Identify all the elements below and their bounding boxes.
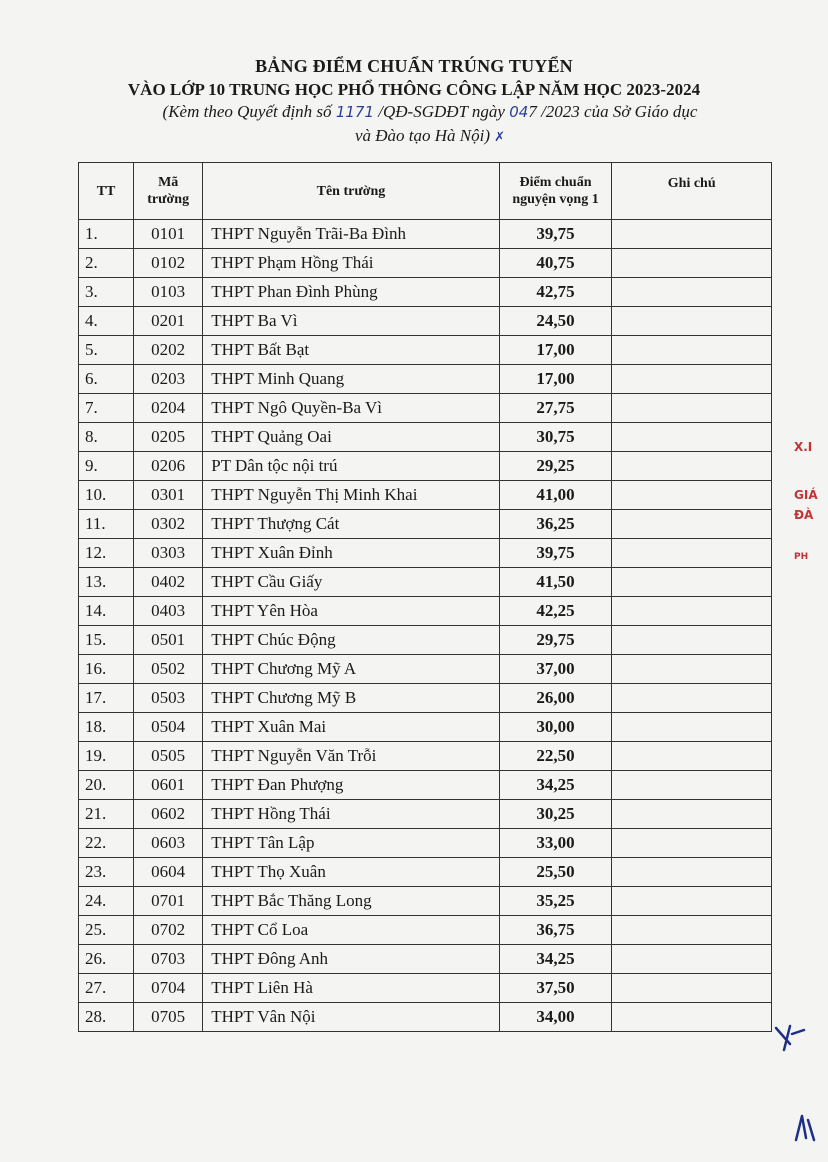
row-number: 26. — [79, 945, 134, 974]
handwritten-decision-day: 04 — [509, 103, 529, 121]
school-code: 0206 — [134, 452, 203, 481]
school-name: THPT Ngô Quyền-Ba Vì — [203, 394, 499, 423]
school-name: THPT Chương Mỹ B — [203, 684, 499, 713]
document-title-line2: VÀO LỚP 10 TRUNG HỌC PHỔ THÔNG CÔNG LẬP NĂM HỌC 2023-2024 — [127, 80, 701, 99]
school-code: 0101 — [134, 220, 203, 249]
note-cell — [612, 800, 772, 829]
note-cell — [612, 597, 772, 626]
table-row — [79, 655, 772, 684]
table-row — [79, 829, 772, 858]
row-number: 13. — [79, 568, 134, 597]
cutoff-score: 34,25 — [499, 945, 612, 974]
note-cell — [612, 829, 772, 858]
note-cell — [612, 423, 772, 452]
cutoff-score: 36,25 — [499, 510, 612, 539]
school-name: THPT Quảng Oai — [203, 423, 499, 452]
cutoff-score: 37,00 — [499, 655, 612, 684]
table-row — [79, 220, 772, 249]
school-name: THPT Xuân Mai — [203, 713, 499, 742]
school-name: THPT Chương Mỹ A — [203, 655, 499, 684]
row-number: 18. — [79, 713, 134, 742]
note-cell — [612, 945, 772, 974]
column-header-diem-line1: Điểm chuẩn — [519, 175, 592, 190]
note-cell — [612, 510, 772, 539]
school-code: 0402 — [134, 568, 203, 597]
school-name: THPT Chúc Động — [203, 626, 499, 655]
school-name: THPT Cổ Loa — [203, 916, 499, 945]
school-name: THPT Bắc Thăng Long — [203, 887, 499, 916]
school-code: 0302 — [134, 510, 203, 539]
school-code: 0504 — [134, 713, 203, 742]
cutoff-score: 41,00 — [499, 481, 612, 510]
table-row — [79, 249, 772, 278]
school-code: 0205 — [134, 423, 203, 452]
school-code: 0603 — [134, 829, 203, 858]
cutoff-score: 36,75 — [499, 916, 612, 945]
note-cell — [612, 539, 772, 568]
note-cell — [612, 394, 772, 423]
school-code: 0602 — [134, 800, 203, 829]
cutoff-score: 42,75 — [499, 278, 612, 307]
margin-stamp-fragment-1: X.I — [794, 440, 813, 454]
note-cell — [612, 452, 772, 481]
note-cell — [612, 307, 772, 336]
school-name: THPT Phan Đình Phùng — [203, 278, 499, 307]
cutoff-score: 34,25 — [499, 771, 612, 800]
school-name: THPT Nguyễn Văn Trỗi — [203, 742, 499, 771]
school-name: THPT Thọ Xuân — [203, 858, 499, 887]
cutoff-score: 42,25 — [499, 597, 612, 626]
margin-stamp-fragment-4: PH — [794, 552, 809, 562]
cutoff-score: 39,75 — [499, 539, 612, 568]
school-code: 0102 — [134, 249, 203, 278]
table-row — [79, 858, 772, 887]
column-header-tt: TT — [79, 163, 134, 220]
school-name: THPT Tân Lập — [203, 829, 499, 858]
row-number: 17. — [79, 684, 134, 713]
school-name: THPT Minh Quang — [203, 365, 499, 394]
column-header-ten-truong: Tên trường — [203, 163, 499, 220]
row-number: 25. — [79, 916, 134, 945]
school-code: 0701 — [134, 887, 203, 916]
school-name: THPT Hồng Thái — [203, 800, 499, 829]
school-name: THPT Bất Bạt — [203, 336, 499, 365]
document-title: BẢNG ĐIỂM CHUẨN TRÚNG TUYỂN — [255, 56, 573, 76]
table-row — [79, 539, 772, 568]
cutoff-score: 35,25 — [499, 887, 612, 916]
cutoff-score: 39,75 — [499, 220, 612, 249]
table-row — [79, 278, 772, 307]
school-name: THPT Thượng Cát — [203, 510, 499, 539]
note-cell — [612, 713, 772, 742]
note-cell — [612, 771, 772, 800]
school-code: 0604 — [134, 858, 203, 887]
school-code: 0201 — [134, 307, 203, 336]
row-number: 27. — [79, 974, 134, 1003]
cutoff-score: 29,75 — [499, 626, 612, 655]
school-name: THPT Đông Anh — [203, 945, 499, 974]
school-code: 0601 — [134, 771, 203, 800]
page-number-mark — [788, 1110, 818, 1146]
school-name: THPT Nguyễn Thị Minh Khai — [203, 481, 499, 510]
column-header-diem-line2: nguyện vọng 1 — [512, 192, 599, 207]
note-cell — [612, 568, 772, 597]
school-code: 0505 — [134, 742, 203, 771]
note-cell — [612, 742, 772, 771]
school-code: 0501 — [134, 626, 203, 655]
row-number: 28. — [79, 1003, 134, 1032]
row-number: 8. — [79, 423, 134, 452]
handwritten-check-mark: ✗ — [490, 130, 506, 145]
subtitle-text-3: 7 /2023 của Sở Giáo dục — [528, 102, 698, 121]
table-row — [79, 742, 772, 771]
note-cell — [612, 655, 772, 684]
school-name: THPT Phạm Hồng Thái — [203, 249, 499, 278]
table-header-row — [79, 163, 772, 220]
cutoff-score: 25,50 — [499, 858, 612, 887]
cutoff-score: 17,00 — [499, 336, 612, 365]
row-number: 19. — [79, 742, 134, 771]
row-number: 2. — [79, 249, 134, 278]
school-name: THPT Cầu Giấy — [203, 568, 499, 597]
school-name: PT Dân tộc nội trú — [203, 452, 499, 481]
row-number: 1. — [79, 220, 134, 249]
school-code: 0203 — [134, 365, 203, 394]
cutoff-score: 33,00 — [499, 829, 612, 858]
note-cell — [612, 336, 772, 365]
table-row — [79, 336, 772, 365]
school-name: THPT Yên Hòa — [203, 597, 499, 626]
cutoff-score: 41,50 — [499, 568, 612, 597]
row-number: 22. — [79, 829, 134, 858]
note-cell — [612, 916, 772, 945]
handwritten-initial-signature — [770, 1020, 810, 1056]
row-number: 14. — [79, 597, 134, 626]
note-cell — [612, 220, 772, 249]
subtitle-text-1: (Kèm theo Quyết định số — [162, 102, 336, 121]
school-name: THPT Vân Nội — [203, 1003, 499, 1032]
school-code: 0303 — [134, 539, 203, 568]
row-number: 10. — [79, 481, 134, 510]
table-row — [79, 423, 772, 452]
document-subtitle — [100, 100, 760, 149]
column-header-ma-line2: trường — [147, 192, 190, 207]
row-number: 6. — [79, 365, 134, 394]
handwritten-decision-number: 1171 — [335, 103, 374, 121]
note-cell — [612, 481, 772, 510]
cutoff-score: 27,75 — [499, 394, 612, 423]
table-row — [79, 684, 772, 713]
cutoff-score: 29,25 — [499, 452, 612, 481]
school-name: THPT Nguyễn Trãi-Ba Đình — [203, 220, 499, 249]
school-name: THPT Xuân Đỉnh — [203, 539, 499, 568]
row-number: 16. — [79, 655, 134, 684]
table-row — [79, 887, 772, 916]
cutoff-score: 17,00 — [499, 365, 612, 394]
row-number: 24. — [79, 887, 134, 916]
table-row — [79, 1003, 772, 1032]
cutoff-score: 26,00 — [499, 684, 612, 713]
note-cell — [612, 365, 772, 394]
row-number: 11. — [79, 510, 134, 539]
table-row — [79, 771, 772, 800]
table-row — [79, 974, 772, 1003]
cutoff-score: 34,00 — [499, 1003, 612, 1032]
cutoff-score: 40,75 — [499, 249, 612, 278]
row-number: 12. — [79, 539, 134, 568]
school-code: 0103 — [134, 278, 203, 307]
row-number: 7. — [79, 394, 134, 423]
table-row — [79, 916, 772, 945]
school-code: 0705 — [134, 1003, 203, 1032]
row-number: 20. — [79, 771, 134, 800]
table-row — [79, 800, 772, 829]
table-row — [79, 307, 772, 336]
table-row — [79, 568, 772, 597]
row-number: 23. — [79, 858, 134, 887]
subtitle-text-2: /QĐ-SGDĐT ngày — [374, 102, 510, 121]
score-table — [78, 162, 772, 1032]
cutoff-score: 30,75 — [499, 423, 612, 452]
table-row — [79, 394, 772, 423]
school-code: 0503 — [134, 684, 203, 713]
school-code: 0403 — [134, 597, 203, 626]
row-number: 15. — [79, 626, 134, 655]
cutoff-score: 37,50 — [499, 974, 612, 1003]
table-body — [79, 220, 772, 1032]
school-code: 0204 — [134, 394, 203, 423]
table-row — [79, 452, 772, 481]
row-number: 9. — [79, 452, 134, 481]
cutoff-score: 30,25 — [499, 800, 612, 829]
cutoff-score: 24,50 — [499, 307, 612, 336]
table-row — [79, 481, 772, 510]
note-cell — [612, 626, 772, 655]
school-code: 0502 — [134, 655, 203, 684]
margin-stamp-fragment-3: ĐÀ — [794, 508, 814, 522]
school-code: 0704 — [134, 974, 203, 1003]
table-row — [79, 510, 772, 539]
row-number: 21. — [79, 800, 134, 829]
row-number: 4. — [79, 307, 134, 336]
school-code: 0703 — [134, 945, 203, 974]
table-row — [79, 365, 772, 394]
school-code: 0702 — [134, 916, 203, 945]
note-cell — [612, 1003, 772, 1032]
row-number: 3. — [79, 278, 134, 307]
cutoff-score: 22,50 — [499, 742, 612, 771]
school-name: THPT Đan Phượng — [203, 771, 499, 800]
column-header-diem-chuan — [499, 163, 612, 220]
subtitle-text-4: và Đào tạo Hà Nội) — [354, 126, 490, 145]
school-name: THPT Ba Vì — [203, 307, 499, 336]
note-cell — [612, 974, 772, 1003]
table-row — [79, 626, 772, 655]
column-header-ma-line1: Mã — [158, 175, 179, 190]
school-code: 0301 — [134, 481, 203, 510]
column-header-ghi-chu: Ghi chú — [612, 163, 772, 220]
school-code: 0202 — [134, 336, 203, 365]
row-number: 5. — [79, 336, 134, 365]
cutoff-score: 30,00 — [499, 713, 612, 742]
margin-stamp-fragment-2: GIÁ — [794, 488, 818, 502]
column-header-ma-truong — [134, 163, 203, 220]
school-name: THPT Liên Hà — [203, 974, 499, 1003]
note-cell — [612, 858, 772, 887]
note-cell — [612, 887, 772, 916]
table-row — [79, 945, 772, 974]
table-row — [79, 597, 772, 626]
table-row — [79, 713, 772, 742]
note-cell — [612, 684, 772, 713]
note-cell — [612, 249, 772, 278]
note-cell — [612, 278, 772, 307]
